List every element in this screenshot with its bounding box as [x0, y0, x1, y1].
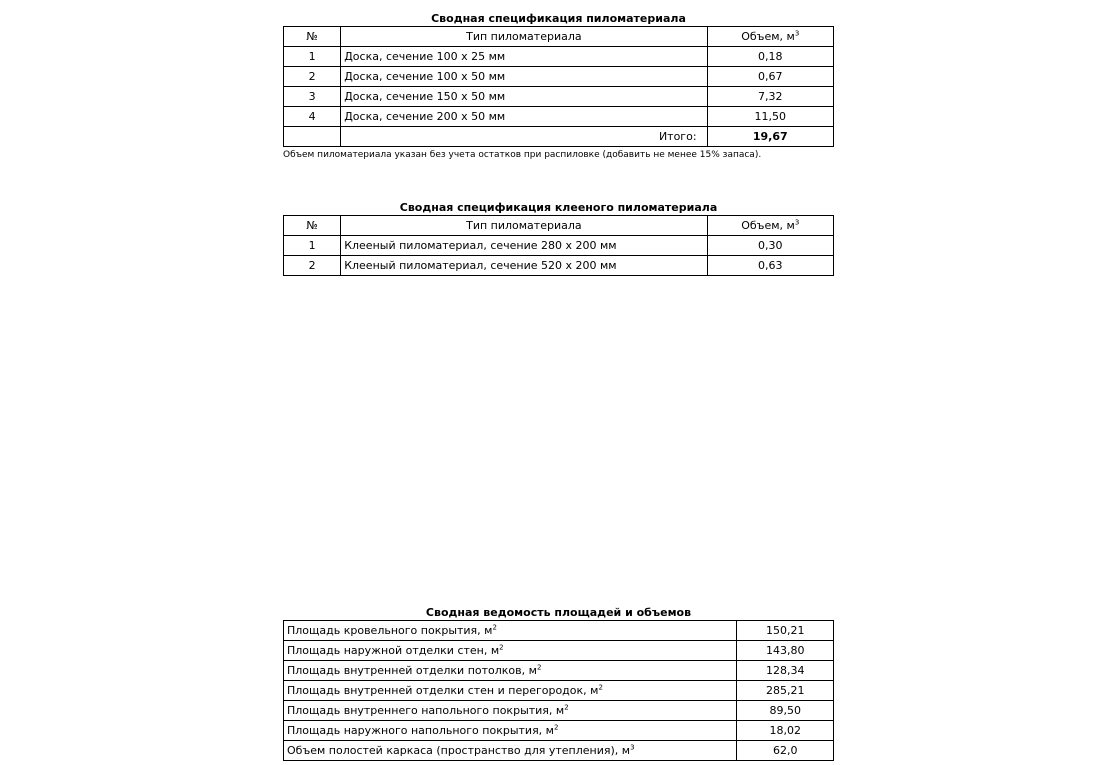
table-row — [284, 67, 834, 87]
row-value: 150,21 — [737, 621, 834, 641]
table-row — [284, 701, 834, 721]
areas-summary-table — [283, 620, 834, 761]
col-num-header: № — [284, 27, 341, 47]
table-row — [284, 236, 834, 256]
lumber-spec — [283, 12, 834, 160]
row-value: 18,02 — [737, 721, 834, 741]
unit-superscript: 2 — [598, 683, 603, 692]
row-value: 128,34 — [737, 661, 834, 681]
unit-superscript: 3 — [794, 29, 800, 38]
unit-superscript: 2 — [536, 663, 542, 672]
row-volume: 7,32 — [707, 87, 833, 107]
glued-spec-title: Сводная спецификация клееного пиломатериала — [399, 201, 718, 214]
row-volume: 0,18 — [707, 47, 833, 67]
row-value: 143,80 — [737, 641, 834, 661]
table-row — [284, 721, 834, 741]
table-row — [284, 641, 834, 661]
unit-superscript: 2 — [492, 623, 497, 632]
row-num: 2 — [284, 256, 341, 276]
areas-summary — [283, 606, 834, 761]
row-type: Доска, сечение 200 х 50 мм — [341, 107, 707, 127]
col-volume-header — [707, 216, 833, 236]
table-header-row — [284, 27, 834, 47]
table-row — [284, 661, 834, 681]
unit-superscript: 2 — [564, 703, 569, 712]
row-label-text: Площадь кровельного покрытия, м — [287, 624, 493, 637]
row-label-text: Объем полостей каркаса (пространство для утепления), м — [287, 744, 631, 757]
total-label: Итого: — [341, 127, 707, 147]
unit-superscript: 3 — [630, 743, 635, 752]
table-header-row — [284, 216, 834, 236]
row-value: 89,50 — [737, 701, 834, 721]
col-volume-header-text: Объем, м — [741, 219, 795, 232]
row-num: 2 — [284, 67, 341, 87]
row-volume: 0,67 — [707, 67, 833, 87]
row-label — [284, 701, 737, 721]
total-value: 19,67 — [707, 127, 833, 147]
table-row — [284, 87, 834, 107]
table-row — [284, 107, 834, 127]
glued-spec-table — [283, 215, 834, 276]
lumber-note: Объем пиломатериала указан без учета остатков при распиловке (добавить не менее 15% запаса). — [283, 150, 762, 160]
row-volume: 11,50 — [707, 107, 833, 127]
row-label-text: Площадь внутреннего напольного покрытия, м — [287, 704, 565, 717]
areas-summary-title: Сводная ведомость площадей и объемов — [425, 606, 692, 619]
table-row — [284, 741, 834, 761]
row-num: 1 — [284, 47, 341, 67]
row-value: 62,0 — [737, 741, 834, 761]
row-label — [284, 721, 737, 741]
row-type: Доска, сечение 100 х 25 мм — [341, 47, 707, 67]
glued-spec — [283, 201, 834, 276]
row-num: 3 — [284, 87, 341, 107]
total-empty-cell — [284, 127, 341, 147]
row-label-text: Площадь наружной отделки стен, м — [287, 644, 500, 657]
lumber-spec-title: Сводная спецификация пиломатериала — [431, 12, 686, 25]
col-type-header: Тип пиломатериала — [341, 216, 707, 236]
row-type: Клееный пиломатериал, сечение 280 х 200 мм — [341, 236, 707, 256]
row-value: 285,21 — [737, 681, 834, 701]
unit-superscript: 3 — [794, 218, 800, 227]
table-row — [284, 47, 834, 67]
unit-superscript: 2 — [553, 723, 559, 732]
col-volume-header — [707, 27, 833, 47]
row-label-text: Площадь внутренней отделки стен и перегородок, м — [287, 684, 599, 697]
row-volume: 0,30 — [707, 236, 833, 256]
unit-superscript: 2 — [499, 643, 504, 652]
row-label — [284, 641, 737, 661]
row-volume: 0,63 — [707, 256, 833, 276]
row-num: 1 — [284, 236, 341, 256]
row-type: Доска, сечение 100 х 50 мм — [341, 67, 707, 87]
row-label-text: Площадь внутренней отделки потолков, м — [287, 664, 537, 677]
row-label — [284, 661, 737, 681]
table-row — [284, 681, 834, 701]
row-type: Клееный пиломатериал, сечение 520 х 200 мм — [341, 256, 707, 276]
row-num: 4 — [284, 107, 341, 127]
row-type: Доска, сечение 150 х 50 мм — [341, 87, 707, 107]
lumber-spec-table — [283, 26, 834, 147]
total-row — [284, 127, 834, 147]
col-num-header: № — [284, 216, 341, 236]
row-label — [284, 681, 737, 701]
col-volume-header-text: Объем, м — [741, 30, 795, 43]
table-row — [284, 256, 834, 276]
row-label-text: Площадь наружного напольного покрытия, м — [287, 724, 554, 737]
row-label — [284, 741, 737, 761]
col-type-header: Тип пиломатериала — [341, 27, 707, 47]
row-label — [284, 621, 737, 641]
table-row — [284, 621, 834, 641]
